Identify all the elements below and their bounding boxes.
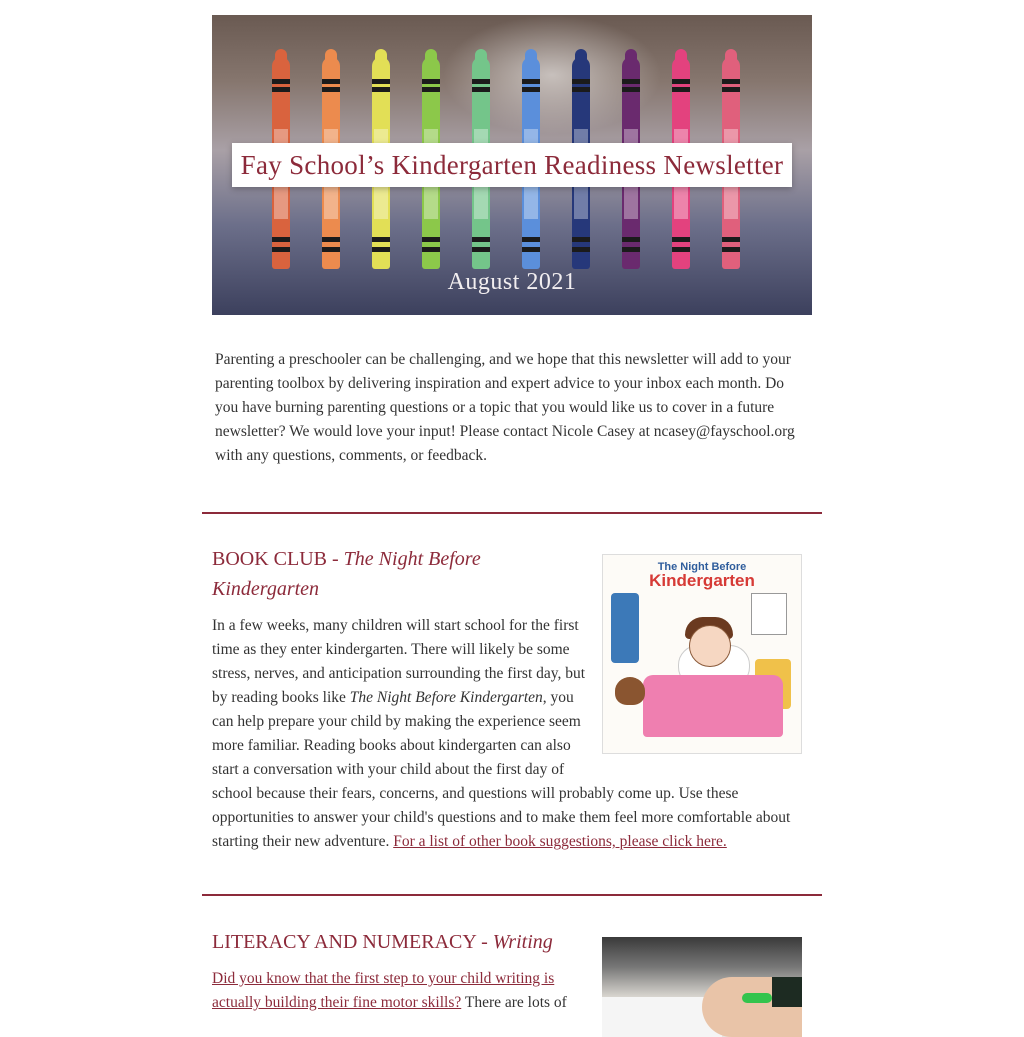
crayon-tip <box>375 49 387 67</box>
section-divider <box>202 894 822 896</box>
crayon-band <box>572 237 590 242</box>
cover-dog <box>615 677 645 705</box>
crayon-band <box>722 237 740 242</box>
crayon-band <box>372 87 390 92</box>
crayon-band <box>322 79 340 84</box>
crayon-band <box>272 87 290 92</box>
literacy-heading-prefix: LITERACY AND NUMERACY - <box>212 931 493 953</box>
crayon-tip <box>525 49 537 67</box>
crayon-tip <box>675 49 687 67</box>
section-divider <box>202 512 822 514</box>
crayon-band <box>372 247 390 252</box>
photo-wristband <box>742 993 772 1003</box>
crayon-band <box>422 247 440 252</box>
crayon-band <box>672 79 690 84</box>
crayon-band <box>322 237 340 242</box>
newsletter-date: August 2021 <box>447 269 577 295</box>
crayon-tip <box>325 49 337 67</box>
book-club-heading-prefix: BOOK CLUB - <box>212 548 344 570</box>
crayon-band <box>272 237 290 242</box>
crayon-band <box>572 79 590 84</box>
crayon-band <box>722 79 740 84</box>
crayon-tip <box>575 49 587 67</box>
crayon-band <box>522 247 540 252</box>
newsletter-title: Fay School’s Kindergarten Readiness Newsletter <box>240 149 784 180</box>
cover-calendar <box>751 593 787 635</box>
crayon-tip <box>475 49 487 67</box>
cover-title-line1: The Night Before <box>657 561 747 573</box>
crayon-band <box>372 237 390 242</box>
crayon-band <box>422 237 440 242</box>
intro-paragraph: Parenting a preschooler can be challenging, and we hope that this newsletter will add to your parenting toolbox by delivering inspiration and expert advice to your inbox each month. Do you have burning parenting questions or a topic that you would like us to cover in a future newsletter? We would love your input! Please contact Nicole Casey at ncasey@fayschool.org with any questions, comments, or feedback. <box>215 351 795 464</box>
crayon-band <box>622 247 640 252</box>
writing-photo <box>602 937 802 1037</box>
cover-kid <box>689 625 731 667</box>
crayon-band <box>472 79 490 84</box>
crayon-band <box>422 87 440 92</box>
literacy-body <box>212 967 582 1015</box>
crayon-tip <box>625 49 637 67</box>
fine-motor-link[interactable]: Did you know that the first step to your child writing is actually building their fine motor skills? <box>212 970 555 1011</box>
crayon-tip <box>425 49 437 67</box>
crayon-band <box>722 87 740 92</box>
crayon-band <box>272 247 290 252</box>
literacy-heading-topic: Writing <box>492 931 553 953</box>
header-banner <box>212 15 812 315</box>
crayon-band <box>572 247 590 252</box>
crayon-band <box>322 247 340 252</box>
crayon-band <box>522 79 540 84</box>
cover-bed <box>643 675 783 737</box>
crayon-band <box>622 79 640 84</box>
crayon-band <box>472 247 490 252</box>
book-club-heading <box>212 544 592 604</box>
crayon-tip <box>275 49 287 67</box>
crayon-band <box>622 87 640 92</box>
crayon-band <box>672 87 690 92</box>
book-suggestions-link[interactable]: For a list of other book suggestions, please click here. <box>393 833 727 850</box>
crayon-band <box>672 247 690 252</box>
book-club-heading-title-line1: The Night Before <box>343 548 481 570</box>
photo-sleeve <box>772 977 802 1007</box>
book-club-body-bottom: school because their fears, concerns, and questions will probably come up. Use these opportunities to answer your child's questions and to make them feel more comfortable about starting their new adventure. For a list of other book suggestions, please click here. <box>212 785 791 850</box>
crayon-band <box>422 79 440 84</box>
literacy-heading <box>212 927 592 957</box>
crayon-band <box>622 237 640 242</box>
crayon-band <box>472 237 490 242</box>
cover-title-line2: Kindergarten <box>649 571 755 590</box>
banner-title-box <box>232 143 792 187</box>
crayon-band <box>272 79 290 84</box>
crayon-band <box>522 87 540 92</box>
cover-window <box>611 593 639 663</box>
crayon-band <box>522 237 540 242</box>
crayon-band <box>322 87 340 92</box>
crayon-band <box>372 79 390 84</box>
book-club-heading-title-line2: Kindergarten <box>212 578 320 600</box>
crayon-tip <box>725 49 737 67</box>
crayon-band <box>722 247 740 252</box>
literacy-body-text: There are lots of <box>461 994 567 1011</box>
book-cover-image <box>602 554 802 754</box>
book-club-body-top: In a few weeks, many children will start school for the first time as they enter kindergarten. There will likely be some stress, nerves, and anticipation surrounding the first day, but by reading books like The Night Before Kindergarten, you can help prepare your child by making the experience seem more familiar. Reading books about kindergarten can also start a conversation with your child about the first day of <box>212 617 586 778</box>
crayon-band <box>572 87 590 92</box>
crayon-band <box>672 237 690 242</box>
crayon-band <box>472 87 490 92</box>
